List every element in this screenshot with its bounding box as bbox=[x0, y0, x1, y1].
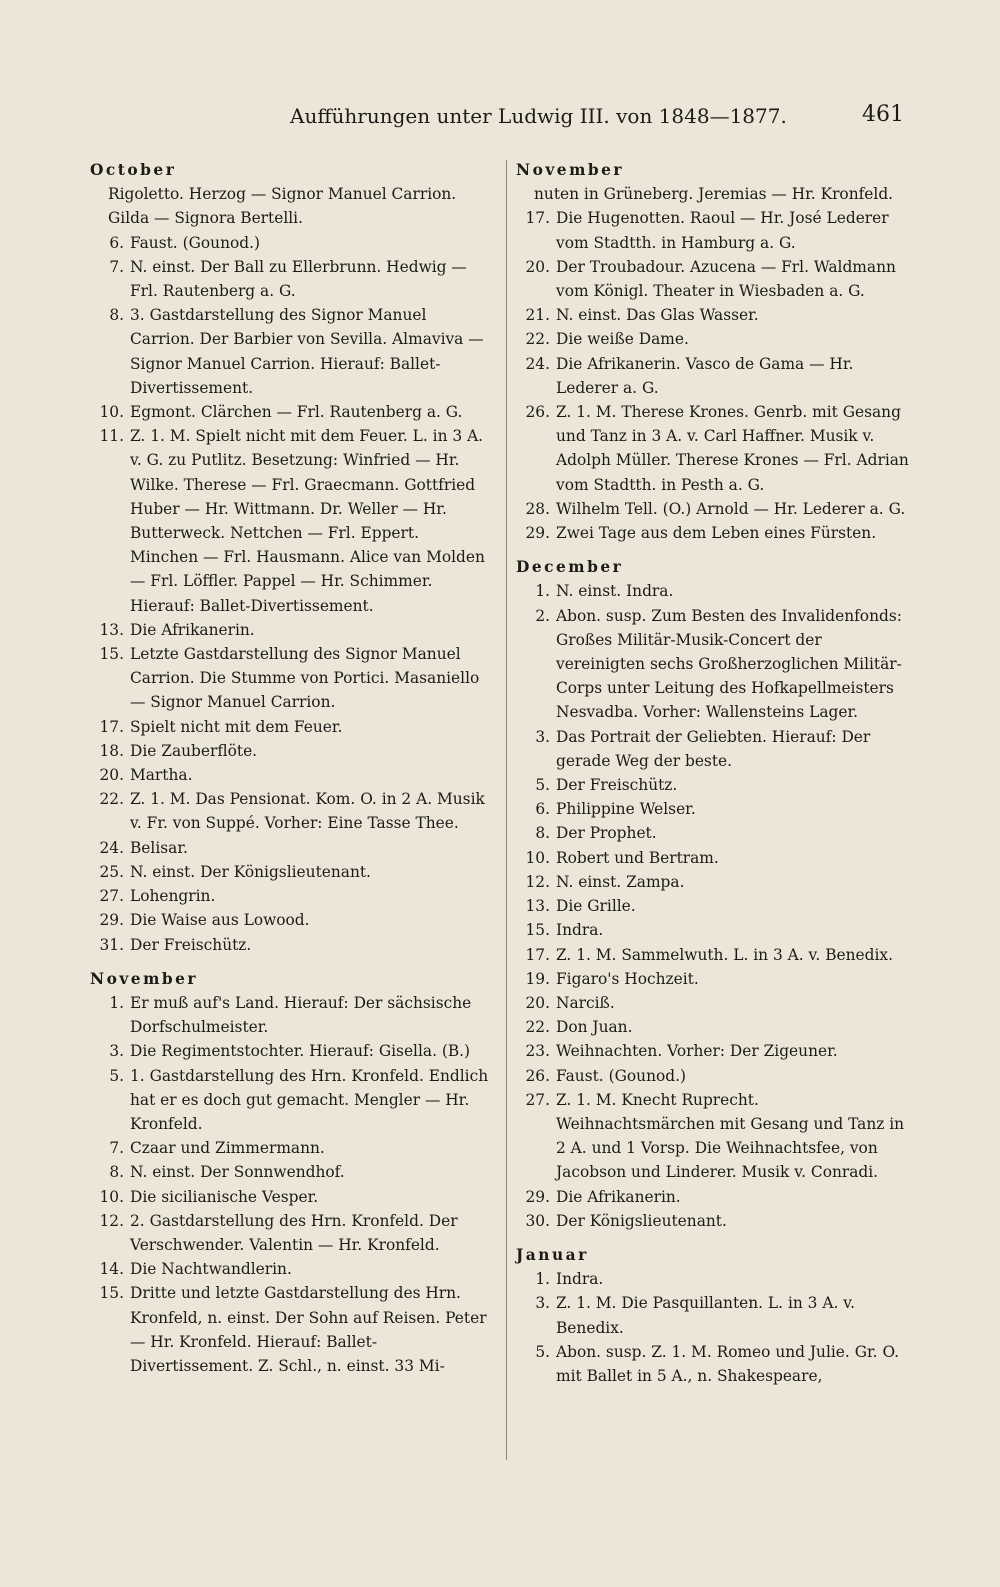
month-heading: October bbox=[90, 161, 177, 179]
performance-entry bbox=[516, 327, 912, 351]
performance-entry bbox=[516, 943, 912, 967]
entry-text: 2. Gastdarstellung des Hrn. Kronfeld. Der Verschwender. Valentin — Hr. Kronfeld. bbox=[130, 1211, 458, 1254]
performance-entry bbox=[516, 1015, 912, 1039]
entry-date: 20. bbox=[99, 766, 124, 785]
entry-text: N. einst. Indra. bbox=[556, 582, 674, 601]
entry-date: 15. bbox=[99, 645, 124, 664]
left-column bbox=[90, 158, 490, 1378]
entry-date: 19. bbox=[525, 969, 550, 988]
entry-date: 3. bbox=[109, 1042, 124, 1061]
entry-date: 12. bbox=[99, 1211, 124, 1230]
performance-entry bbox=[516, 1291, 912, 1339]
entry-date: 1. bbox=[109, 993, 124, 1012]
entry-text: Er muß auf's Land. Hierauf: Der sächsische Dorfschulmeister. bbox=[130, 993, 472, 1037]
entry-text: Indra. bbox=[556, 1270, 604, 1289]
entry-date: 31. bbox=[99, 935, 124, 954]
entry-date: 8. bbox=[535, 824, 550, 843]
performance-entry bbox=[90, 739, 490, 763]
entry-date: 14. bbox=[99, 1260, 124, 1279]
entry-date: 20. bbox=[525, 257, 550, 276]
performance-entry bbox=[90, 1185, 490, 1209]
performance-entry bbox=[516, 206, 912, 254]
entry-text: Faust. (Gounod.) bbox=[556, 1066, 686, 1085]
entry-date: 8. bbox=[109, 1163, 124, 1182]
performance-entry bbox=[516, 967, 912, 991]
entry-date: 21. bbox=[525, 306, 550, 325]
performance-entry bbox=[90, 642, 490, 715]
entry-text: Philippine Welser. bbox=[556, 800, 696, 819]
entry-date: 27. bbox=[525, 1090, 550, 1109]
entry-text: Die sicilianische Vesper. bbox=[130, 1187, 319, 1206]
performance-entry bbox=[516, 521, 912, 545]
right-column bbox=[516, 158, 912, 1388]
performance-entry bbox=[516, 1185, 912, 1209]
entry-text: Czaar und Zimmermann. bbox=[130, 1139, 325, 1158]
performance-entry bbox=[90, 1257, 490, 1281]
performance-entry bbox=[90, 303, 490, 400]
performance-entry bbox=[90, 908, 490, 932]
entry-date: 22. bbox=[99, 790, 124, 809]
column-divider bbox=[506, 160, 507, 1460]
entry-date: 6. bbox=[109, 233, 124, 252]
entry-text: Die Afrikanerin. Vasco de Gama — Hr. Lederer a. G. bbox=[556, 354, 854, 397]
performance-entry bbox=[516, 182, 912, 206]
entry-text: Dritte und letzte Gastdarstellung des Hrn. Kronfeld, n. einst. Der Sohn auf Reisen. Peter — Hr. Kronfeld. Hierauf: Ballet-Divertissement. Z. Schl., n. einst. 33 Mi- bbox=[130, 1284, 487, 1375]
entry-text: Z. 1. M. Knecht Ruprecht. Weihnachtsmärchen mit Gesang und Tanz in 2 A. und 1 Vorsp. Die Weihnachtsfee, von Jacobson und Linderer. Musik v. Conradi. bbox=[556, 1090, 905, 1182]
entry-date: 8. bbox=[109, 306, 124, 325]
entry-text: Z. 1. M. Sammelwuth. L. in 3 A. v. Benedix. bbox=[556, 945, 893, 964]
entry-date: 22. bbox=[525, 330, 550, 349]
month-heading: November bbox=[516, 161, 625, 179]
performance-entry bbox=[516, 255, 912, 303]
entry-text: Die Afrikanerin. bbox=[130, 620, 255, 639]
entry-text: Die Regimentstochter. Hierauf: Gisella. (B.) bbox=[130, 1042, 471, 1061]
entry-text: Egmont. Clärchen — Frl. Rautenberg a. G. bbox=[130, 403, 463, 422]
performance-entry bbox=[516, 1088, 912, 1185]
performance-entry bbox=[90, 836, 490, 860]
entry-text: Abon. susp. Z. 1. M. Romeo und Julie. Gr. O. mit Ballet in 5 A., n. Shakespeare, bbox=[556, 1342, 900, 1385]
entry-text: Die Afrikanerin. bbox=[556, 1187, 681, 1206]
performance-entry bbox=[90, 400, 490, 424]
performance-entry bbox=[90, 991, 490, 1039]
entry-date: 7. bbox=[109, 257, 124, 276]
performance-entry bbox=[516, 894, 912, 918]
performance-entry bbox=[90, 763, 490, 787]
performance-entry bbox=[516, 821, 912, 845]
performance-entry bbox=[516, 604, 912, 725]
performance-entry bbox=[90, 618, 490, 642]
entry-date: 5. bbox=[535, 1342, 550, 1361]
entry-date: 26. bbox=[525, 403, 550, 422]
performance-entry bbox=[516, 352, 912, 400]
entry-text: Die Grille. bbox=[556, 897, 636, 916]
entry-date: 11. bbox=[99, 427, 124, 446]
entry-date: 29. bbox=[525, 524, 550, 543]
performance-entry bbox=[90, 182, 490, 230]
performance-entry bbox=[90, 1209, 490, 1257]
entry-text: Rigoletto. Herzog — Signor Manuel Carrion. Gilda — Signora Bertelli. bbox=[108, 185, 457, 228]
entry-text: Das Portrait der Geliebten. Hierauf: Der gerade Weg der beste. bbox=[556, 727, 871, 770]
entry-text: N. einst. Zampa. bbox=[556, 872, 685, 891]
entry-text: Die Nachtwandlerin. bbox=[130, 1260, 292, 1279]
page-number: 461 bbox=[862, 102, 904, 127]
entry-date: 2. bbox=[535, 606, 550, 625]
entry-date: 26. bbox=[525, 1066, 550, 1085]
entry-text: Die Hugenotten. Raoul — Hr. José Lederer vom Stadtth. in Hamburg a. G. bbox=[556, 209, 889, 252]
performance-entry bbox=[516, 725, 912, 773]
entry-date: 15. bbox=[525, 921, 550, 940]
performance-entry bbox=[516, 918, 912, 942]
performance-entry bbox=[516, 1209, 912, 1233]
entry-date: 5. bbox=[109, 1066, 124, 1085]
entry-text: Indra. bbox=[556, 921, 604, 940]
performance-entry bbox=[516, 870, 912, 894]
month-heading: November bbox=[90, 969, 199, 988]
entry-text: Belisar. bbox=[130, 838, 188, 857]
performance-entry bbox=[516, 1340, 912, 1388]
entry-text: Martha. bbox=[130, 766, 193, 785]
performance-entry bbox=[516, 846, 912, 870]
entry-text: Spielt nicht mit dem Feuer. bbox=[130, 717, 343, 736]
entry-date: 29. bbox=[525, 1187, 550, 1206]
entry-date: 6. bbox=[535, 800, 550, 819]
entry-text: Z. 1. M. Spielt nicht mit dem Feuer. L. in 3 A. v. G. zu Putlitz. Besetzung: Winfried — Hr. Wilke. Therese — Frl. Graecmann. Gottfried Huber — Hr. Wittmann. Dr. Weller — Hr. Butterweck. Nettchen — Frl. Eppert. Minchen — Frl. Hausmann. Alice van Molden — Frl. Löffler. Pappel — Hr. Schimmer. Hierauf: Ballet-Divertissement. bbox=[130, 427, 485, 615]
entry-text: Letzte Gastdarstellung des Signor Manuel Carrion. Die Stumme von Portici. Masaniello — Signor Manuel Carrion. bbox=[130, 645, 480, 712]
entry-date: 10. bbox=[99, 403, 124, 422]
entry-text: Z. 1. M. Die Pasquillanten. L. in 3 A. v. Benedix. bbox=[556, 1294, 856, 1337]
running-title: Aufführungen unter Ludwig III. von 1848—1877. bbox=[290, 104, 787, 128]
entry-text: N. einst. Der Sonnwendhof. bbox=[130, 1163, 345, 1182]
entry-date: 17. bbox=[525, 945, 550, 964]
entry-text: Die Zauberflöte. bbox=[130, 741, 258, 760]
entry-text: Weihnachten. Vorher: Der Zigeuner. bbox=[556, 1042, 838, 1061]
entry-text: Die weiße Dame. bbox=[556, 330, 689, 349]
entry-date: 25. bbox=[99, 862, 124, 881]
entry-date: 17. bbox=[525, 209, 550, 228]
entry-text: Abon. susp. Zum Besten des Invalidenfonds: Großes Militär-Musik-Concert der vereinigten sechs Großherzoglichen Militär-Corps unter Leitung des Hofkapellmeisters Nesvadba. Vorher: Wallensteins Lager. bbox=[556, 606, 902, 722]
entry-text: Z. 1. M. Das Pensionat. Kom. O. in 2 A. Musik v. Fr. von Suppé. Vorher: Eine Tasse Thee. bbox=[130, 790, 485, 833]
performance-entry bbox=[516, 400, 912, 497]
entry-date: 12. bbox=[525, 872, 550, 891]
performance-entry bbox=[516, 497, 912, 521]
performance-entry bbox=[516, 1039, 912, 1063]
entry-text: Der Prophet. bbox=[556, 824, 657, 843]
entry-text: N. einst. Der Königslieutenant. bbox=[130, 862, 371, 881]
performance-entry bbox=[90, 1281, 490, 1378]
performance-entry bbox=[90, 884, 490, 908]
entry-text: Z. 1. M. Therese Krones. Genrb. mit Gesang und Tanz in 3 A. v. Carl Haffner. Musik v. Adolph Müller. Therese Krones — Frl. Adrian vom Stadtth. in Pesth a. G. bbox=[556, 403, 909, 494]
performance-entry bbox=[90, 1160, 490, 1184]
entry-date: 17. bbox=[99, 717, 124, 736]
entry-text: Die Waise aus Lowood. bbox=[130, 911, 310, 930]
performance-entry bbox=[516, 773, 912, 797]
performance-entry bbox=[516, 303, 912, 327]
page-header bbox=[0, 104, 1000, 138]
performance-entry bbox=[90, 255, 490, 303]
entry-text: Figaro's Hochzeit. bbox=[556, 969, 699, 988]
performance-entry bbox=[90, 860, 490, 884]
entry-text: 3. Gastdarstellung des Signor Manuel Carrion. Der Barbier von Sevilla. Almaviva — Signor Manuel Carrion. Hierauf: Ballet-Divertissement. bbox=[130, 306, 484, 397]
performance-entry bbox=[90, 1039, 490, 1063]
entry-text: Wilhelm Tell. (O.) Arnold — Hr. Lederer a. G. bbox=[556, 499, 906, 518]
entry-date: 13. bbox=[525, 897, 550, 916]
performance-entry bbox=[516, 1267, 912, 1291]
performance-entry bbox=[516, 579, 912, 603]
entry-date: 23. bbox=[525, 1042, 550, 1061]
month-heading: Januar bbox=[516, 1245, 589, 1264]
entry-date: 28. bbox=[525, 499, 550, 518]
performance-entry bbox=[90, 787, 490, 835]
entry-date: 24. bbox=[525, 354, 550, 373]
performance-entry bbox=[516, 1064, 912, 1088]
performance-entry bbox=[90, 933, 490, 957]
entry-date: 29. bbox=[99, 911, 124, 930]
performance-entry bbox=[90, 1136, 490, 1160]
performance-entry bbox=[516, 991, 912, 1015]
entry-text: 1. Gastdarstellung des Hrn. Kronfeld. Endlich hat er es doch gut gemacht. Mengler — Hr. Kronfeld. bbox=[130, 1066, 489, 1133]
performance-entry bbox=[90, 231, 490, 255]
month-heading: December bbox=[516, 558, 624, 577]
entry-date: 1. bbox=[535, 582, 550, 601]
entry-text: Narciß. bbox=[556, 993, 615, 1012]
entry-date: 15. bbox=[99, 1284, 124, 1303]
entry-date: 24. bbox=[99, 838, 124, 857]
entry-date: 1. bbox=[535, 1270, 550, 1289]
entry-date: 13. bbox=[99, 620, 124, 639]
entry-text: Lohengrin. bbox=[130, 887, 216, 906]
entry-text: N. einst. Das Glas Wasser. bbox=[556, 306, 759, 325]
entry-date: 30. bbox=[525, 1211, 550, 1230]
entry-text: Der Freischütz. bbox=[556, 776, 678, 795]
entry-date: 27. bbox=[99, 887, 124, 906]
entry-text: Don Juan. bbox=[556, 1018, 633, 1037]
entry-date: 20. bbox=[525, 993, 550, 1012]
performance-entry bbox=[516, 797, 912, 821]
entry-date: 7. bbox=[109, 1139, 124, 1158]
entry-date: 3. bbox=[535, 727, 550, 746]
entry-date: 18. bbox=[99, 741, 124, 760]
entry-text: Robert und Bertram. bbox=[556, 848, 719, 867]
performance-entry bbox=[90, 424, 490, 618]
entry-text: Der Freischütz. bbox=[130, 935, 252, 954]
entry-date: 5. bbox=[535, 776, 550, 795]
performance-entry bbox=[90, 1064, 490, 1137]
entry-text: Der Troubadour. Azucena — Frl. Waldmann vom Königl. Theater in Wiesbaden a. G. bbox=[556, 257, 896, 301]
entry-date: 10. bbox=[525, 848, 550, 867]
entry-date: 10. bbox=[99, 1187, 124, 1206]
entry-text: Zwei Tage aus dem Leben eines Fürsten. bbox=[556, 524, 877, 543]
entry-text: nuten in Grüneberg. Jeremias — Hr. Kronfeld. bbox=[534, 185, 894, 204]
entry-text: Faust. (Gounod.) bbox=[130, 233, 260, 252]
entry-date: 22. bbox=[525, 1018, 550, 1037]
entry-text: Der Königslieutenant. bbox=[556, 1211, 727, 1230]
performance-entry bbox=[90, 715, 490, 739]
entry-text: N. einst. Der Ball zu Ellerbrunn. Hedwig — Frl. Rautenberg a. G. bbox=[130, 257, 467, 301]
entry-date: 3. bbox=[535, 1294, 550, 1313]
